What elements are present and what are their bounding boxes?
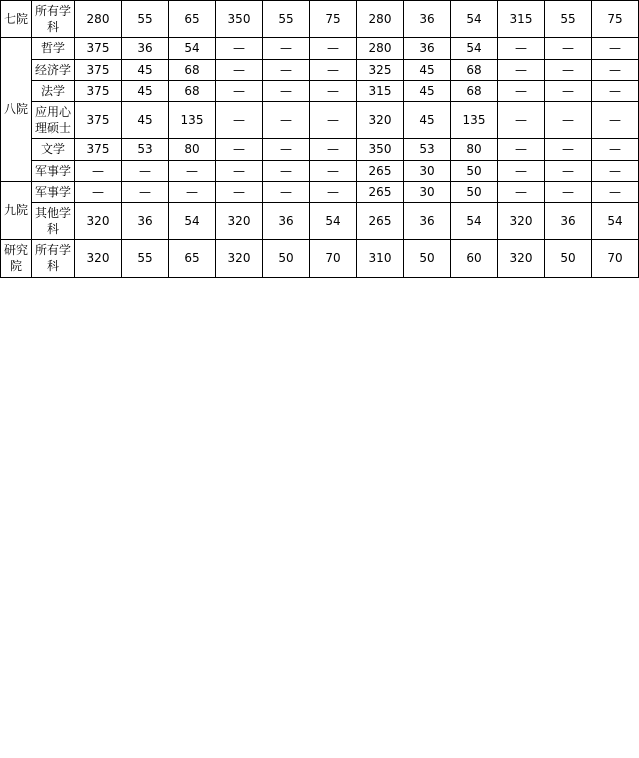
table-row [1, 240, 639, 277]
subject-label: 军事学 [34, 184, 71, 199]
score-cell: — [263, 80, 310, 101]
subject-cell [32, 1, 75, 38]
score-cell: 375 [75, 80, 122, 101]
group-cell [1, 38, 32, 181]
score-cell: 50 [451, 160, 498, 181]
score-cell: — [545, 101, 592, 138]
score-cell: — [263, 38, 310, 59]
score-cell: 320 [75, 202, 122, 239]
score-cell: 350 [357, 139, 404, 160]
score-cell: — [310, 59, 357, 80]
score-cell: 320 [216, 240, 263, 277]
score-cell: 36 [545, 202, 592, 239]
table-body [1, 1, 639, 278]
score-cell: 54 [451, 202, 498, 239]
score-cell: 65 [169, 240, 216, 277]
score-cell: 320 [357, 101, 404, 138]
score-cell: — [216, 59, 263, 80]
score-cell: 320 [498, 240, 545, 277]
score-cell: 320 [216, 202, 263, 239]
score-cell: — [592, 38, 639, 59]
score-cell: — [169, 160, 216, 181]
score-cell: 68 [169, 59, 216, 80]
score-cell: — [498, 139, 545, 160]
table-row [1, 101, 639, 138]
score-cell: — [545, 139, 592, 160]
subject-cell [32, 139, 75, 160]
score-cell: — [545, 59, 592, 80]
score-cell: 54 [451, 1, 498, 38]
score-cell: 45 [404, 80, 451, 101]
score-cell: — [122, 181, 169, 202]
score-cell: — [216, 101, 263, 138]
subject-cell [32, 101, 75, 138]
score-cell: 45 [122, 80, 169, 101]
score-cell: 135 [169, 101, 216, 138]
score-cell: 135 [451, 101, 498, 138]
group-cell [1, 1, 32, 38]
subject-cell [32, 181, 75, 202]
score-cell: 36 [122, 38, 169, 59]
score-cell: — [592, 139, 639, 160]
score-cell: 375 [75, 38, 122, 59]
score-cell: — [498, 59, 545, 80]
score-cell: — [498, 101, 545, 138]
score-cell: — [169, 181, 216, 202]
group-label: 八院 [3, 102, 28, 117]
score-cell: 36 [122, 202, 169, 239]
score-cell: 55 [122, 240, 169, 277]
score-cell: 315 [498, 1, 545, 38]
table-row [1, 1, 639, 38]
score-cell: 315 [357, 80, 404, 101]
score-cell: 36 [404, 202, 451, 239]
score-cell: — [310, 80, 357, 101]
table-row [1, 59, 639, 80]
score-cell: 30 [404, 160, 451, 181]
subject-cell [32, 38, 75, 59]
table-row [1, 80, 639, 101]
score-cell: 265 [357, 160, 404, 181]
score-cell: 325 [357, 59, 404, 80]
score-cell: — [310, 101, 357, 138]
score-cell: — [498, 80, 545, 101]
score-cell: 60 [451, 240, 498, 277]
subject-cell [32, 240, 75, 277]
score-cell: — [263, 101, 310, 138]
subject-label: 应用心理硕士 [34, 104, 71, 136]
score-cell: 45 [122, 101, 169, 138]
subject-label: 文学 [40, 142, 65, 157]
score-cell: 30 [404, 181, 451, 202]
score-cell: — [216, 160, 263, 181]
score-cell: 45 [404, 59, 451, 80]
score-cell: 68 [169, 80, 216, 101]
score-cell: 54 [310, 202, 357, 239]
score-table [0, 0, 639, 278]
score-cell: — [310, 139, 357, 160]
score-cell: 65 [169, 1, 216, 38]
score-cell: 265 [357, 202, 404, 239]
score-cell: 50 [545, 240, 592, 277]
subject-label: 所有学科 [34, 4, 71, 35]
subject-label: 所有学科 [34, 243, 71, 274]
score-cell: — [263, 59, 310, 80]
subject-cell [32, 160, 75, 181]
score-cell: — [122, 160, 169, 181]
score-cell: 54 [169, 202, 216, 239]
score-cell: 265 [357, 181, 404, 202]
score-cell: — [498, 160, 545, 181]
score-cell: 55 [122, 1, 169, 38]
score-cell: 310 [357, 240, 404, 277]
subject-label: 经济学 [34, 62, 71, 77]
score-cell: — [310, 181, 357, 202]
score-cell: 280 [75, 1, 122, 38]
score-cell: 54 [451, 38, 498, 59]
score-cell: — [592, 181, 639, 202]
score-cell: — [75, 181, 122, 202]
subject-label: 军事学 [34, 163, 71, 178]
score-cell: 70 [310, 240, 357, 277]
score-cell: 280 [357, 38, 404, 59]
group-cell [1, 181, 32, 240]
score-cell: 80 [451, 139, 498, 160]
score-cell: 75 [592, 1, 639, 38]
score-cell: 50 [404, 240, 451, 277]
score-cell: 375 [75, 101, 122, 138]
score-cell: — [592, 59, 639, 80]
score-cell: 375 [75, 139, 122, 160]
table-row [1, 139, 639, 160]
score-cell: 68 [451, 59, 498, 80]
score-cell: — [263, 181, 310, 202]
score-cell: — [216, 38, 263, 59]
score-cell: 45 [404, 101, 451, 138]
score-cell: 55 [263, 1, 310, 38]
score-cell: 280 [357, 1, 404, 38]
subject-label: 法学 [40, 83, 65, 98]
score-cell: 55 [545, 1, 592, 38]
score-cell: 80 [169, 139, 216, 160]
score-cell: 36 [404, 38, 451, 59]
group-label: 研究院 [3, 243, 28, 274]
score-cell: — [592, 101, 639, 138]
subject-label: 其他学科 [34, 205, 71, 237]
score-cell: 50 [451, 181, 498, 202]
score-cell: — [310, 160, 357, 181]
score-cell: — [263, 139, 310, 160]
score-cell: — [216, 139, 263, 160]
score-cell: 53 [404, 139, 451, 160]
score-cell: 75 [310, 1, 357, 38]
score-cell: 53 [122, 139, 169, 160]
score-cell: 45 [122, 59, 169, 80]
subject-cell [32, 80, 75, 101]
score-cell: 350 [216, 1, 263, 38]
score-cell: 320 [75, 240, 122, 277]
score-cell: — [545, 160, 592, 181]
score-cell: — [498, 38, 545, 59]
subject-cell [32, 59, 75, 80]
table-row [1, 160, 639, 181]
score-cell: — [545, 181, 592, 202]
score-cell: 320 [498, 202, 545, 239]
table-row [1, 202, 639, 239]
score-cell: — [545, 80, 592, 101]
score-cell: 68 [451, 80, 498, 101]
score-cell: 70 [592, 240, 639, 277]
score-cell: — [545, 38, 592, 59]
score-cell: 36 [263, 202, 310, 239]
score-cell: 54 [592, 202, 639, 239]
score-cell: — [216, 80, 263, 101]
group-cell [1, 240, 32, 277]
score-cell: 375 [75, 59, 122, 80]
subject-label: 哲学 [40, 41, 65, 56]
subject-cell [32, 202, 75, 239]
score-cell: — [592, 160, 639, 181]
score-cell: — [75, 160, 122, 181]
table-row [1, 38, 639, 59]
table-row [1, 181, 639, 202]
score-cell: 50 [263, 240, 310, 277]
score-cell: — [592, 80, 639, 101]
score-cell: — [310, 38, 357, 59]
group-label: 九院 [3, 203, 28, 218]
group-label: 七院 [3, 12, 28, 27]
score-cell: — [263, 160, 310, 181]
score-cell: 36 [404, 1, 451, 38]
score-cell: — [498, 181, 545, 202]
score-cell: 54 [169, 38, 216, 59]
score-cell: — [216, 181, 263, 202]
